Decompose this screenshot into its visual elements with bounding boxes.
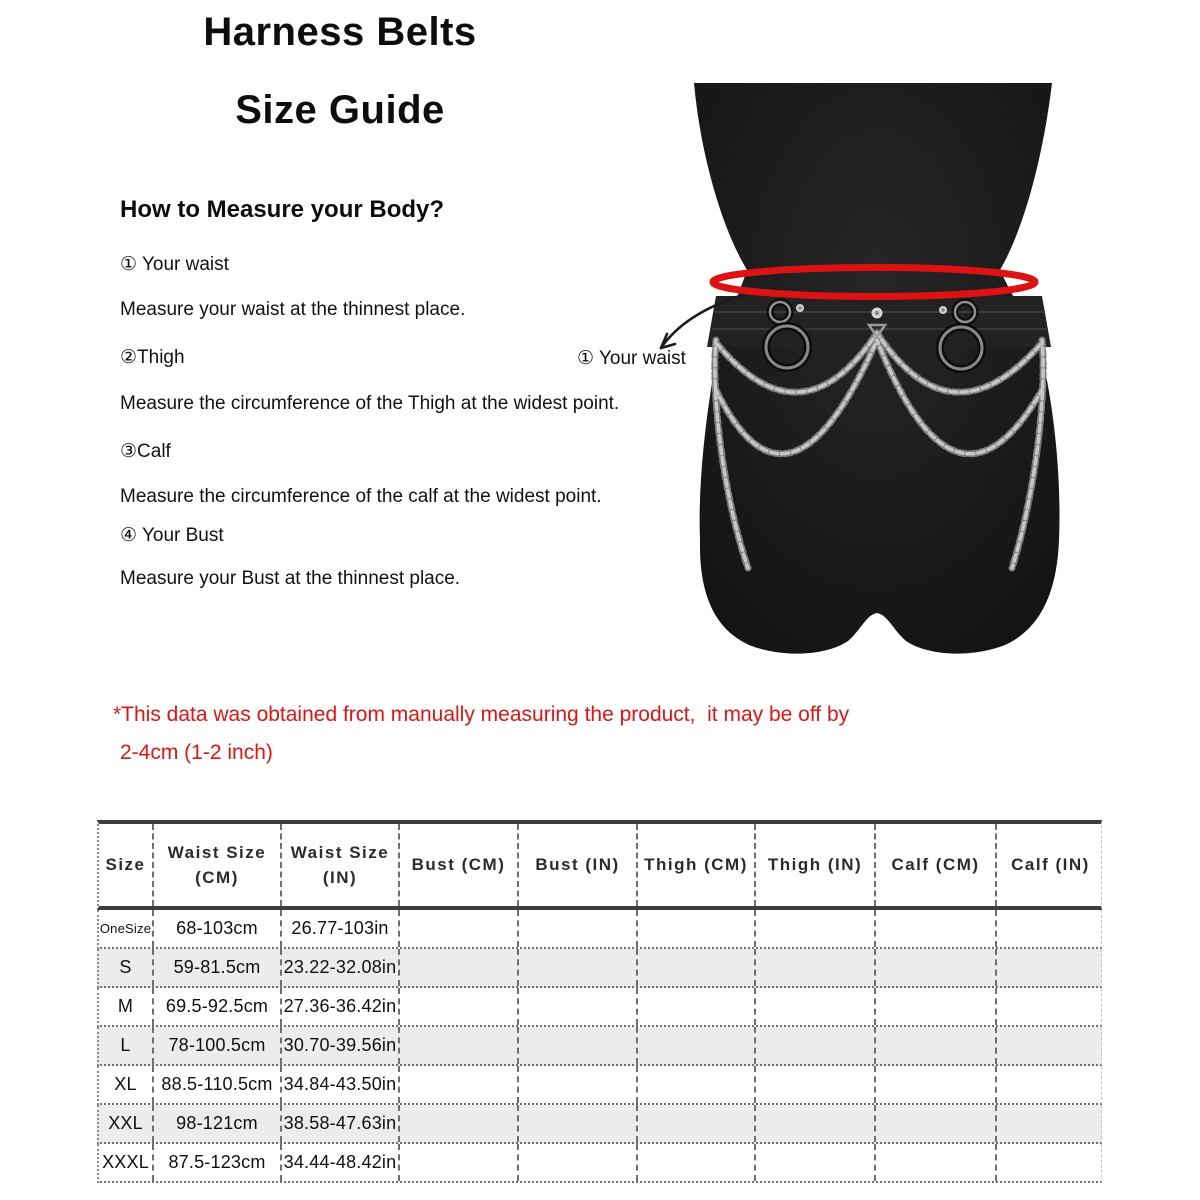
thigh-in-cell [754, 1027, 874, 1064]
waist-cm-cell: 98-121cm [152, 1105, 280, 1142]
column-header-waist-cm: Waist Size (CM) [152, 824, 280, 906]
thigh-cm-cell [636, 949, 754, 986]
calf-in-cell [995, 1027, 1104, 1064]
disclaimer-line2: 2-4cm (1-2 inch) [120, 741, 273, 764]
bust-in-cell [517, 1066, 636, 1103]
thigh-cm-cell [636, 1105, 754, 1142]
thigh-cm-cell [636, 988, 754, 1025]
waist-in-cell: 26.77-103in [280, 910, 398, 947]
size-table [97, 820, 1102, 1183]
step-1-desc: Measure your waist at the thinnest place. [120, 299, 466, 320]
column-header-thigh-in: Thigh (IN) [754, 824, 874, 906]
size-cell: OneSize [99, 921, 152, 936]
table-body [97, 910, 1102, 1183]
size-cell: XL [114, 1074, 137, 1094]
calf-cm-cell [874, 1144, 995, 1181]
mannequin-figure [615, 55, 1175, 680]
step-2-desc: Measure the circumference of the Thigh at the widest point. [120, 393, 620, 414]
bust-cm-cell [398, 1066, 517, 1103]
calf-cm-cell [874, 1027, 995, 1064]
waist-in-cell: 34.84-43.50in [280, 1066, 398, 1103]
waist-in-cell: 34.44-48.42in [280, 1144, 398, 1181]
calf-in-cell [995, 1066, 1104, 1103]
thigh-in-cell [754, 949, 874, 986]
column-header-waist-in: Waist Size (IN) [280, 824, 398, 906]
waist-in-cell: 23.22-32.08in [280, 949, 398, 986]
calf-cm-cell [874, 1105, 995, 1142]
column-header-thigh-cm: Thigh (CM) [636, 824, 754, 906]
thigh-in-cell [754, 1066, 874, 1103]
bust-cm-cell [398, 949, 517, 986]
size-cell: XXXL [102, 1152, 149, 1172]
size-cell: M [117, 996, 134, 1016]
bust-in-cell [517, 949, 636, 986]
table-row-onesize [97, 910, 1102, 949]
table-row-m [97, 988, 1102, 1027]
bust-cm-cell [398, 988, 517, 1025]
waist-in-cell: 27.36-36.42in [280, 988, 398, 1025]
table-row-l [97, 1027, 1102, 1066]
step-3-label: ③Calf [120, 441, 171, 462]
bust-cm-cell [398, 910, 517, 947]
calf-in-cell [995, 1105, 1104, 1142]
column-header-size: Size [105, 855, 146, 875]
title-line2: Size Guide [235, 88, 445, 132]
thigh-in-cell [754, 988, 874, 1025]
calf-cm-cell [874, 1066, 995, 1103]
step-4-desc: Measure your Bust at the thinnest place. [120, 568, 461, 589]
bust-in-cell [517, 988, 636, 1025]
waist-in-cell: 38.58-47.63in [280, 1105, 398, 1142]
calf-cm-cell [874, 988, 995, 1025]
calf-in-cell [995, 988, 1104, 1025]
calf-in-cell [995, 1144, 1104, 1181]
waist-in-cell: 30.70-39.56in [280, 1027, 398, 1064]
bust-in-cell [517, 1105, 636, 1142]
bust-cm-cell [398, 1105, 517, 1142]
calf-in-cell [995, 949, 1104, 986]
thigh-cm-cell [636, 1144, 754, 1181]
table-row-s [97, 949, 1102, 988]
waist-callout-label: ① Your waist [577, 348, 686, 369]
step-3-desc: Measure the circumference of the calf at the widest point. [120, 486, 602, 507]
column-header-calf-in: Calf (IN) [995, 824, 1104, 906]
step-2-label: ②Thigh [120, 347, 185, 368]
bust-in-cell [517, 1027, 636, 1064]
column-header-calf-cm: Calf (CM) [874, 824, 995, 906]
bust-cm-cell [398, 1027, 517, 1064]
table-row-xl [97, 1066, 1102, 1105]
waist-cm-cell: 69.5-92.5cm [152, 988, 280, 1025]
thigh-in-cell [754, 1105, 874, 1142]
waist-cm-cell: 68-103cm [152, 910, 280, 947]
step-4-label: ④ Your Bust [120, 525, 224, 546]
calf-in-cell [995, 910, 1104, 947]
disclaimer-line1: *This data was obtained from manually measuring the product, it may be off by [113, 703, 850, 726]
thigh-cm-cell [636, 1066, 754, 1103]
title-line1: Harness Belts [203, 10, 477, 54]
waist-cm-cell: 88.5-110.5cm [152, 1066, 280, 1103]
calf-cm-cell [874, 949, 995, 986]
column-header-bust-in: Bust (IN) [517, 824, 636, 906]
size-cell: S [119, 957, 132, 977]
thigh-cm-cell [636, 910, 754, 947]
size-cell: L [120, 1035, 131, 1055]
thigh-in-cell [754, 1144, 874, 1181]
table-header-row [97, 820, 1102, 910]
table-row-xxl [97, 1105, 1102, 1144]
calf-cm-cell [874, 910, 995, 947]
waist-cm-cell: 78-100.5cm [152, 1027, 280, 1064]
column-header-bust-cm: Bust (CM) [398, 824, 517, 906]
step-1-label: ① Your waist [120, 254, 229, 275]
table-row-xxxl [97, 1144, 1102, 1183]
bust-cm-cell [398, 1144, 517, 1181]
size-cell: XXL [108, 1113, 143, 1133]
waist-cm-cell: 87.5-123cm [152, 1144, 280, 1181]
waist-cm-cell: 59-81.5cm [152, 949, 280, 986]
page-title [130, 10, 550, 133]
howto-heading: How to Measure your Body? [120, 196, 445, 223]
thigh-in-cell [754, 910, 874, 947]
thigh-cm-cell [636, 1027, 754, 1064]
bust-in-cell [517, 910, 636, 947]
mannequin-illustration [615, 55, 1175, 680]
bust-in-cell [517, 1144, 636, 1181]
